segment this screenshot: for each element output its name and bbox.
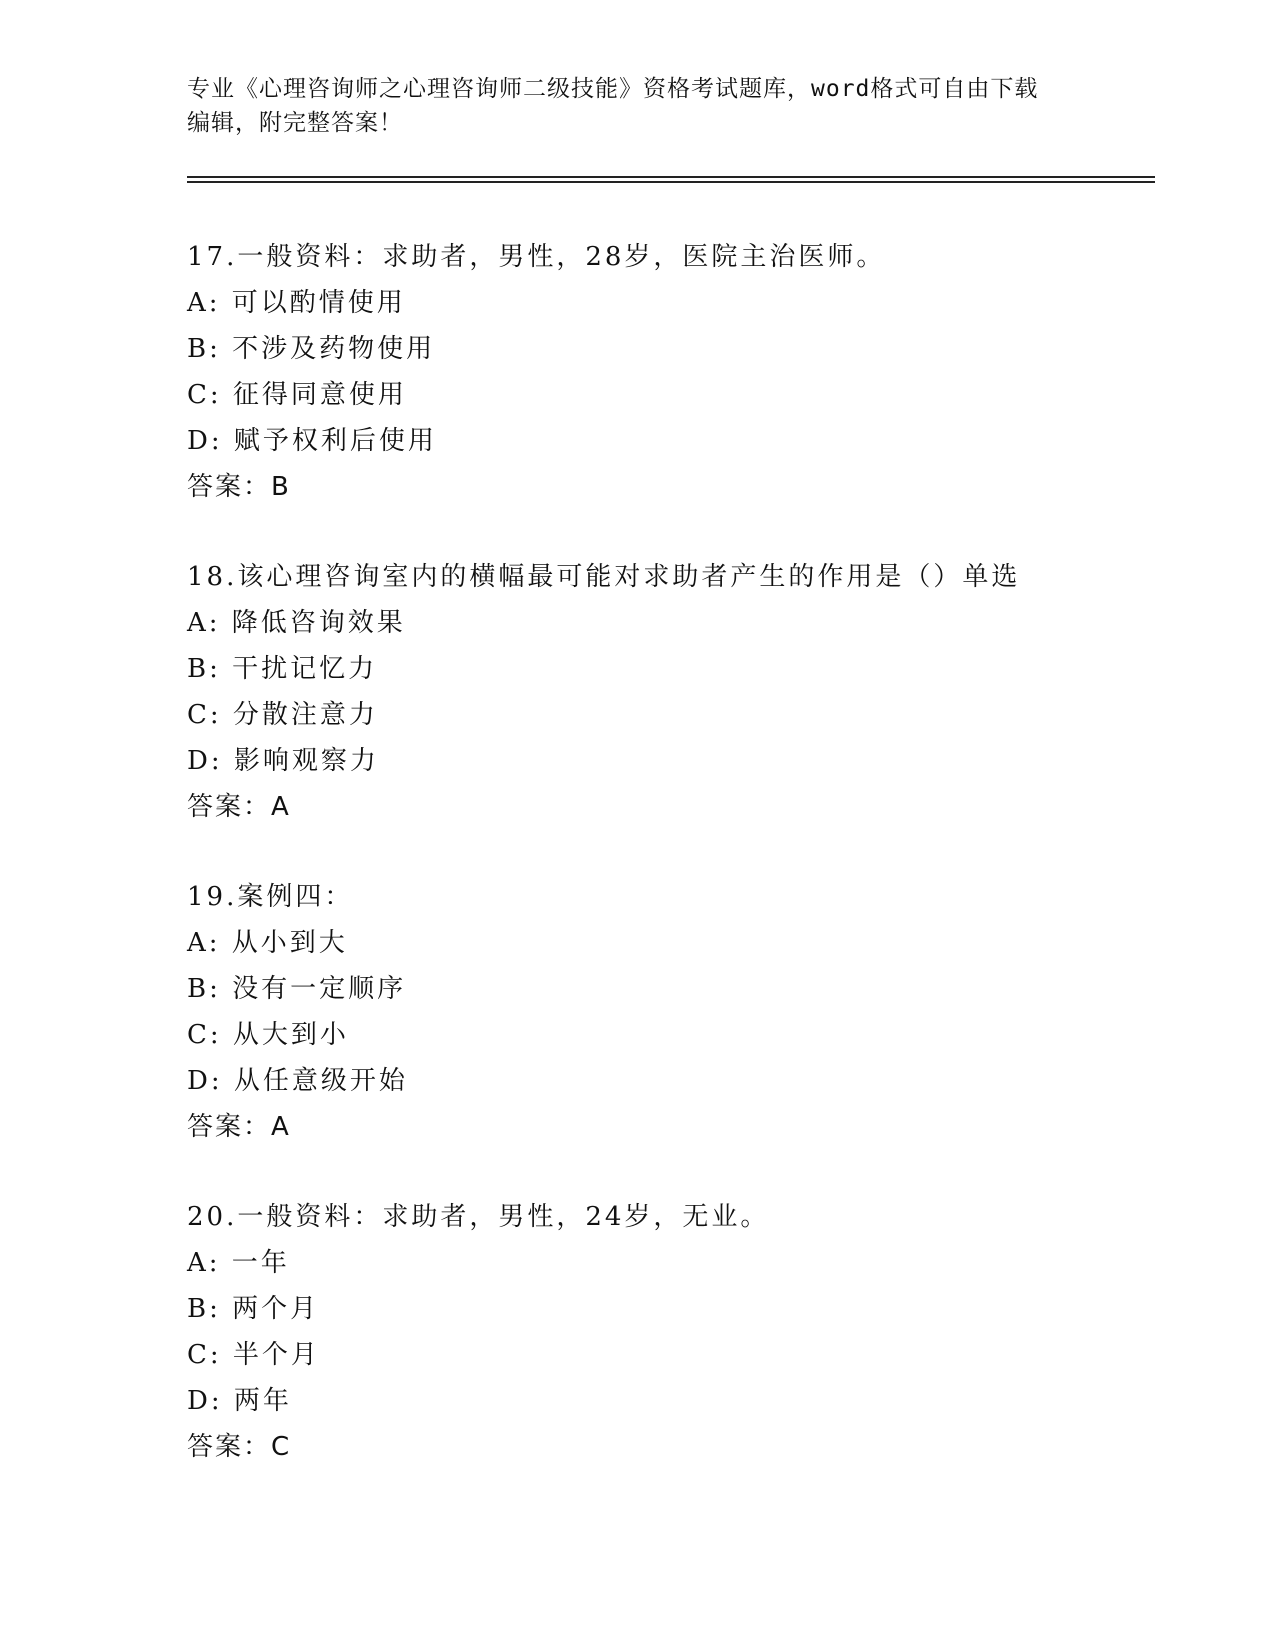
option-c: C: 半个月 xyxy=(187,1340,320,1370)
option-d: D: 从任意级开始 xyxy=(187,1066,408,1096)
option-a: A: 一年 xyxy=(187,1248,290,1278)
option-a: A: 从小到大 xyxy=(187,928,348,958)
answer-line: 答案：B xyxy=(187,472,291,502)
answer-line: 答案：A xyxy=(187,792,291,822)
answer-line: 答案：C xyxy=(187,1432,292,1462)
question-stem: 18.该心理咨询室内的横幅最可能对求助者产生的作用是（）单选 xyxy=(187,562,1021,592)
option-c: C: 从大到小 xyxy=(187,1020,349,1050)
header-line-1: 专业《心理咨询师之心理咨询师二级技能》资格考试题库，word格式可自由下载 xyxy=(187,76,1039,102)
option-b: B: 两个月 xyxy=(187,1294,320,1324)
option-d: D: 影响观察力 xyxy=(187,746,379,776)
answer-line: 答案：A xyxy=(187,1112,291,1142)
question-19 xyxy=(187,874,1167,1150)
option-b: B: 不涉及药物使用 xyxy=(187,334,436,364)
option-d: D: 赋予权利后使用 xyxy=(187,426,437,456)
header-divider-top xyxy=(187,176,1155,178)
option-b: B: 没有一定顺序 xyxy=(187,974,407,1004)
question-stem: 19.案例四： xyxy=(187,882,354,912)
option-d: D: 两年 xyxy=(187,1386,292,1416)
option-c: C: 征得同意使用 xyxy=(187,380,407,410)
question-stem: 20.一般资料：求助者，男性，24岁，无业。 xyxy=(187,1202,770,1232)
question-17 xyxy=(187,234,1167,510)
question-18 xyxy=(187,554,1167,830)
option-c: C: 分散注意力 xyxy=(187,700,378,730)
option-a: A: 可以酌情使用 xyxy=(187,288,406,318)
question-stem: 17.一般资料：求助者，男性，28岁，医院主治医师。 xyxy=(187,242,886,272)
header-divider-bottom xyxy=(187,181,1155,183)
option-a: A: 降低咨询效果 xyxy=(187,608,406,638)
header-line-2: 编辑，附完整答案！ xyxy=(187,110,403,136)
document-header xyxy=(187,72,1087,140)
question-20 xyxy=(187,1194,1167,1470)
option-b: B: 干扰记忆力 xyxy=(187,654,378,684)
